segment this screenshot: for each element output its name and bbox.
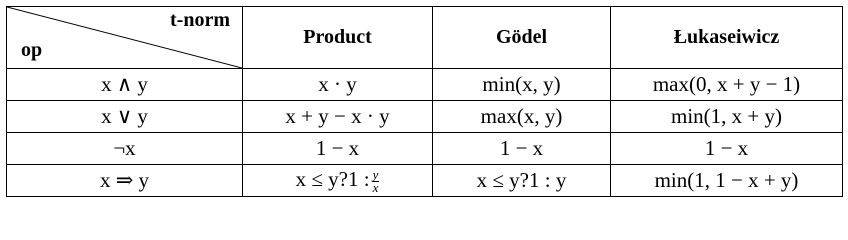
op-cell: x ⇒ y bbox=[7, 165, 243, 197]
product-cell: x + y − x · y bbox=[243, 101, 433, 133]
godel-cell: max(x, y) bbox=[433, 101, 611, 133]
fraction-y-over-x bbox=[372, 166, 380, 195]
product-cell: x · y bbox=[243, 69, 433, 101]
header-row bbox=[7, 7, 843, 69]
lukasiewicz-cell: min(1, x + y) bbox=[611, 101, 843, 133]
product-cell: 1 − x bbox=[243, 133, 433, 165]
corner-label-op: op bbox=[21, 39, 43, 61]
tnorm-table bbox=[6, 6, 843, 197]
godel-cell: x ≤ y?1 : y bbox=[433, 165, 611, 197]
product-implication-prefix: x ≤ y?1 : bbox=[295, 167, 370, 192]
lukasiewicz-cell: max(0, x + y − 1) bbox=[611, 69, 843, 101]
op-cell: ¬x bbox=[7, 133, 243, 165]
godel-cell: 1 − x bbox=[433, 133, 611, 165]
tnorm-table-container bbox=[6, 6, 842, 202]
corner-label-tnorm: t-norm bbox=[170, 9, 230, 31]
column-header-godel: Gödel bbox=[433, 7, 611, 69]
corner-header-cell bbox=[7, 7, 243, 69]
column-header-lukasiewicz: Łukaseiwicz bbox=[611, 7, 843, 69]
column-header-product: Product bbox=[243, 7, 433, 69]
op-cell: x ∧ y bbox=[7, 69, 243, 101]
lukasiewicz-cell: 1 − x bbox=[611, 133, 843, 165]
product-cell bbox=[243, 165, 433, 197]
table-row-or bbox=[7, 101, 843, 133]
table-row-and bbox=[7, 69, 843, 101]
table-row-not bbox=[7, 133, 843, 165]
fraction-denominator: x bbox=[372, 179, 379, 195]
table-row-implies bbox=[7, 165, 843, 197]
godel-cell: min(x, y) bbox=[433, 69, 611, 101]
lukasiewicz-cell: min(1, 1 − x + y) bbox=[611, 165, 843, 197]
op-cell: x ∨ y bbox=[7, 101, 243, 133]
fraction-numerator: y bbox=[372, 166, 379, 182]
